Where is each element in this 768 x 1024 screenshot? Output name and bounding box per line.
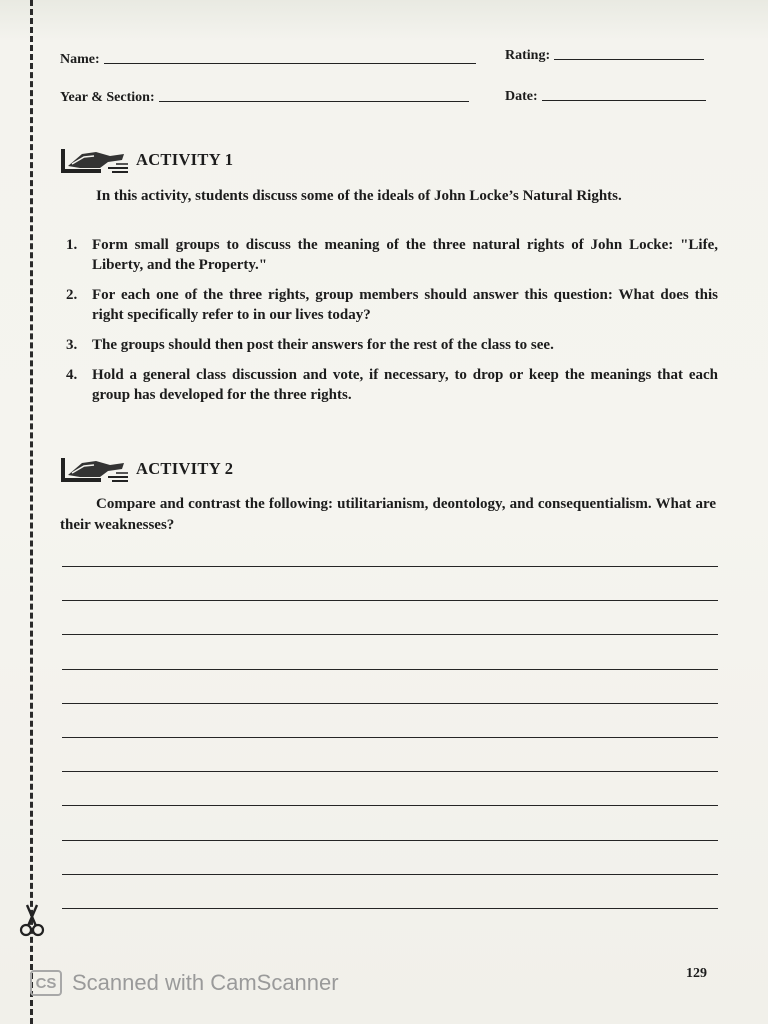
camscanner-logo: CS bbox=[30, 970, 62, 996]
step-text: The groups should then post their answers for the rest of the class to see. bbox=[92, 337, 554, 353]
activity1-title: ACTIVITY 1 bbox=[136, 150, 234, 169]
answer-line[interactable] bbox=[62, 908, 718, 909]
list-item bbox=[60, 365, 718, 405]
name-field[interactable] bbox=[104, 63, 476, 64]
writing-hand-icon bbox=[60, 455, 130, 483]
writing-hand-icon bbox=[60, 146, 130, 174]
year-section-label: Year & Section: bbox=[60, 90, 155, 105]
answer-line[interactable] bbox=[62, 703, 718, 704]
answer-line[interactable] bbox=[62, 771, 718, 772]
answer-line[interactable] bbox=[62, 737, 718, 738]
name-row bbox=[60, 52, 476, 68]
answer-line[interactable] bbox=[62, 566, 718, 567]
date-field[interactable] bbox=[542, 100, 706, 101]
rating-label: Rating: bbox=[505, 48, 551, 63]
rating-row bbox=[505, 48, 704, 64]
activity1-intro: In this activity, students discuss some of the ideals of John Locke’s Natural Rights. bbox=[96, 188, 622, 204]
list-item bbox=[60, 285, 718, 325]
activity1-header bbox=[60, 146, 233, 174]
answer-area[interactable] bbox=[62, 566, 718, 942]
date-label: Date: bbox=[505, 89, 538, 104]
answer-line[interactable] bbox=[62, 634, 718, 635]
activity2-header bbox=[60, 455, 233, 483]
step-number: 4. bbox=[66, 367, 78, 383]
answer-line[interactable] bbox=[62, 600, 718, 601]
step-number: 1. bbox=[66, 237, 78, 253]
activity2-title: ACTIVITY 2 bbox=[136, 459, 234, 478]
answer-line[interactable] bbox=[62, 874, 718, 875]
activity1-steps bbox=[60, 235, 718, 415]
scissors-icon bbox=[18, 902, 46, 938]
list-item bbox=[60, 235, 718, 275]
year-section-row bbox=[60, 90, 469, 106]
step-number: 2. bbox=[66, 287, 78, 303]
page-number: 129 bbox=[686, 966, 707, 981]
camscanner-watermark bbox=[30, 970, 339, 996]
cut-line bbox=[30, 0, 33, 1024]
step-text: Form small groups to discuss the meaning of the three natural rights of John Locke: "Life, Liberty, and the Property." bbox=[92, 237, 718, 273]
list-item bbox=[60, 335, 718, 355]
answer-line[interactable] bbox=[62, 840, 718, 841]
rating-field[interactable] bbox=[554, 59, 704, 60]
step-number: 3. bbox=[66, 337, 78, 353]
answer-line[interactable] bbox=[62, 805, 718, 806]
activity2-prompt: Compare and contrast the following: utilitarianism, deontology, and consequentialism. What are their weaknesses? bbox=[60, 496, 716, 533]
year-section-field[interactable] bbox=[159, 101, 469, 102]
watermark-text: Scanned with CamScanner bbox=[72, 970, 339, 995]
step-text: For each one of the three rights, group members should answer this question: What does this right specifically refer to in our lives today? bbox=[92, 287, 718, 323]
answer-line[interactable] bbox=[62, 669, 718, 670]
name-label: Name: bbox=[60, 52, 100, 67]
step-text: Hold a general class discussion and vote, if necessary, to drop or keep the meanings that each group has developed for the three rights. bbox=[92, 367, 718, 403]
date-row bbox=[505, 89, 706, 105]
